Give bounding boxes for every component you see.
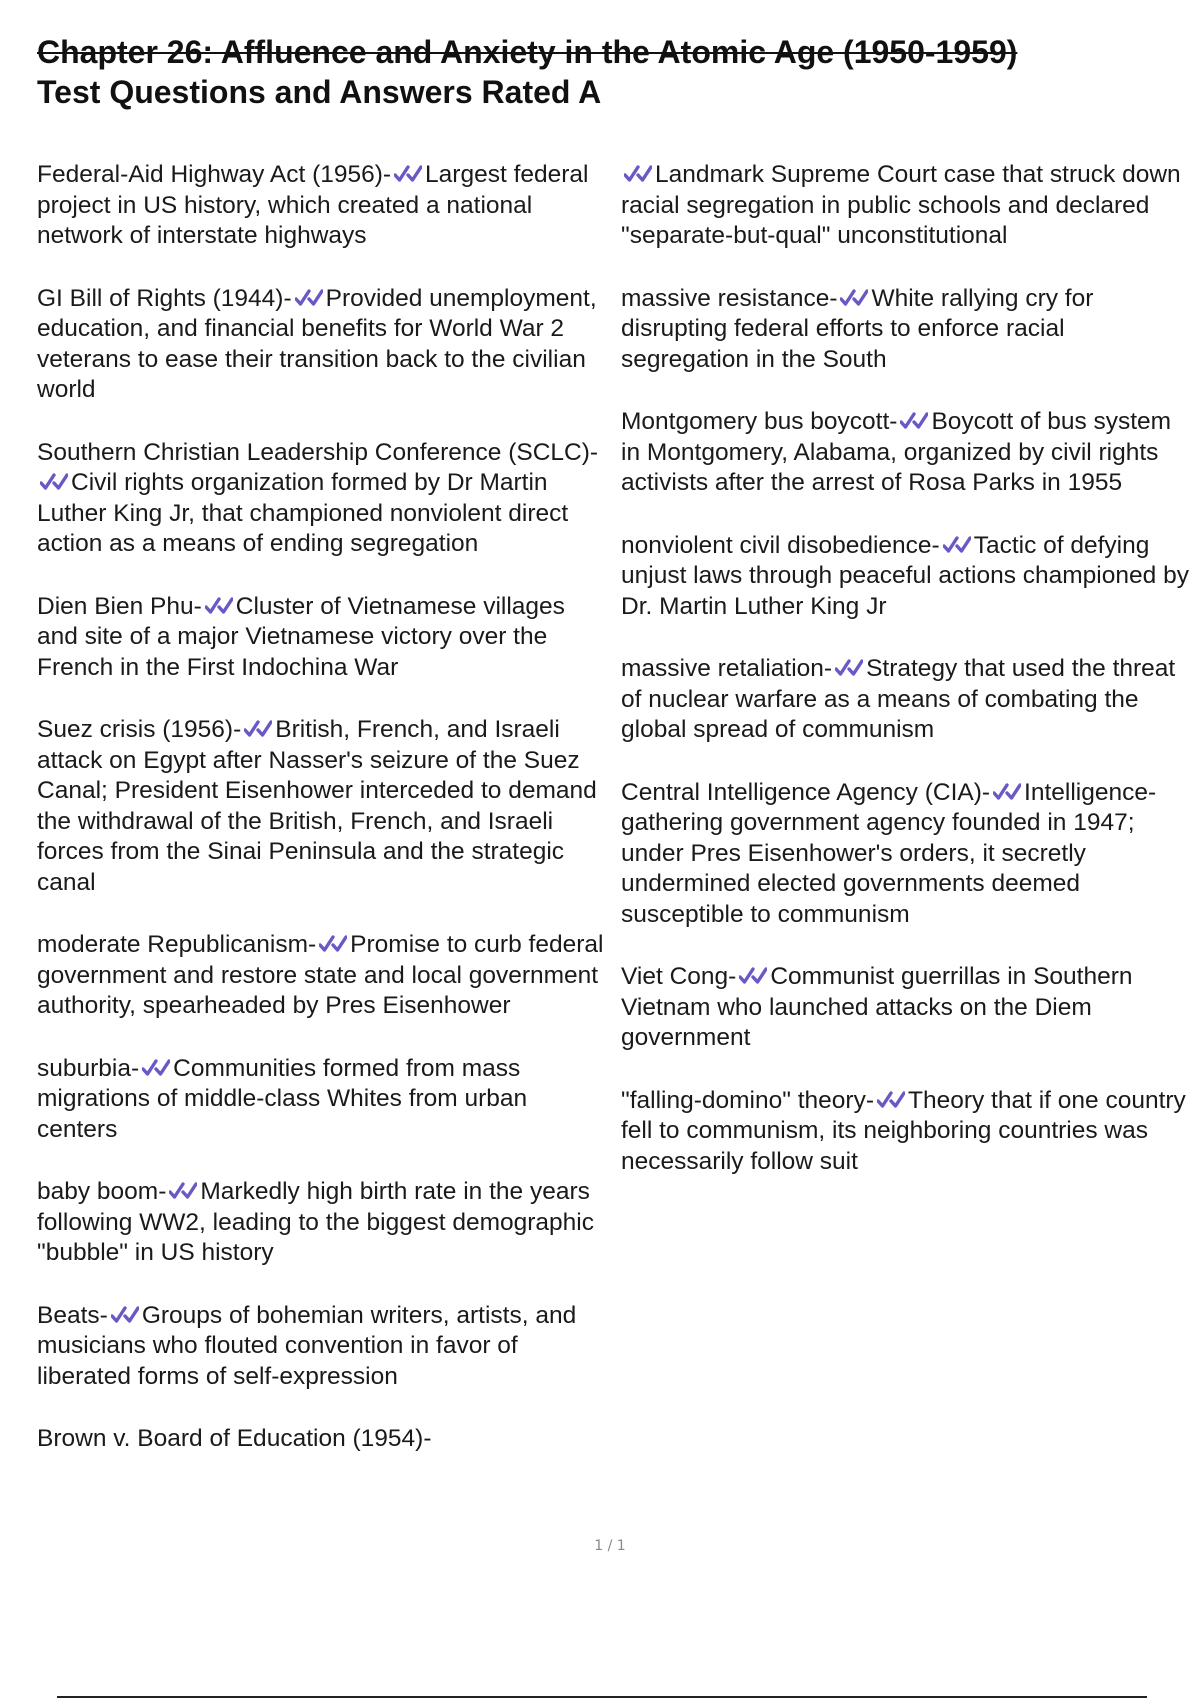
page-number: 1 / 1 [594,1538,626,1554]
qa-entry [621,778,1191,931]
entry-definition: Groups of bohemian writers, artists, and musicians who flouted convention in favor of liberated forms of self-expression [37,1301,577,1390]
entry-term: suburbia- [37,1054,140,1082]
entry-definition: White rallying cry for disrupting federal efforts to enforce racial segregation in the South [621,284,1094,373]
title-chapter: Chapter 26: Affluence and Anxiety in the Atomic Age (1950-1959) [37,34,1018,70]
double-check-icon [840,288,868,308]
qa-entry [621,407,1191,499]
double-check-icon [319,934,347,954]
entry-term: moderate Republicanism- [37,931,317,958]
entry-term: baby boom- [37,1178,167,1205]
qa-entry [37,715,605,898]
entry-term: Central Intelligence Agency (CIA)- [621,778,991,806]
double-check-icon [877,1090,905,1110]
entry-term: Dien Bien Phu- [37,592,202,620]
entry-definition: British, French, and Israeli attack on Egypt after Nasser's seizure of the Suez Canal; President Eisenhower interceded to demand the withdrawal of the British, French, and Israeli forces from the Sinai Peninsula and the strategic canal [37,716,597,896]
entry-definition: Provided unemployment, education, and financial benefits for World War 2 veterans to ease their transition back to the civilian world [37,284,597,403]
entry-term: "falling-domino" theory- [621,1086,874,1114]
qa-entry [37,1301,605,1393]
entry-term: Beats- [37,1301,108,1329]
double-check-icon [835,658,863,678]
entry-definition: Tactic of defying unjust laws through peaceful actions championed by Dr. Martin Luther King Jr [621,531,1189,620]
title-subtitle: Test Questions and Answers Rated A [37,74,602,110]
entry-definition: Markedly high birth rate in the years following WW2, leading to the biggest demographic "bubble" in US history [37,1178,595,1266]
entry-term: massive retaliation- [621,655,833,682]
right-column [621,160,1191,1209]
double-check-icon [394,164,422,184]
qa-entry [37,1177,605,1269]
entry-definition: Civil rights organization formed by Dr Martin Luther King Jr, that championed nonviolent direct action as a means of ending segregation [37,469,569,557]
double-check-icon [624,164,652,184]
entry-term: GI Bill of Rights (1944)- [37,284,292,312]
qa-entry [621,531,1191,623]
qa-entry [37,592,605,684]
entry-term: Federal-Aid Highway Act (1956)- [37,161,392,188]
qa-entry [37,438,605,560]
entry-definition: Strategy that used the threat of nuclear warfare as a means of combating the global spread of communism [621,655,1176,743]
left-column [37,160,605,1487]
qa-entry [621,160,1191,252]
qa-entry [37,1054,605,1146]
bottom-divider [57,1696,1147,1698]
entry-definition: Communities formed from mass migrations of middle-class Whites from urban centers [37,1054,528,1143]
double-check-icon [739,966,767,986]
qa-entry [621,1086,1191,1178]
double-check-icon [900,411,928,431]
double-check-icon [111,1305,139,1325]
double-check-icon [205,596,233,616]
entry-term: massive resistance- [621,284,838,312]
double-check-icon [943,535,971,555]
entry-definition: Promise to curb federal government and restore state and local government authority, spearheaded by Pres Eisenhower [37,931,604,1019]
double-check-icon [169,1181,197,1201]
document-title [37,32,1167,112]
entry-term: Brown v. Board of Education (1954)- [37,1425,432,1452]
entry-definition: Largest federal project in US history, which created a national network of interstate highways [37,161,589,249]
double-check-icon [295,288,323,308]
double-check-icon [142,1058,170,1078]
qa-entry [37,930,605,1022]
double-check-icon [40,472,68,492]
qa-entry [37,160,605,252]
entry-definition: Intelligence-gathering government agency founded in 1947; under Pres Eisenhower's orders, it secretly undermined elected governments deemed susceptible to communism [621,778,1157,928]
entry-term: Montgomery bus boycott- [621,408,898,435]
qa-entry [37,1424,605,1455]
qa-entry [621,284,1191,376]
qa-entry [621,654,1191,746]
entry-term: Suez crisis (1956)- [37,716,242,743]
qa-entry [621,962,1191,1054]
entry-definition: Landmark Supreme Court case that struck down racial segregation in public schools and declared "separate-but-qual" unconstitutional [621,161,1181,249]
entry-term: Southern Christian Leadership Conference (SCLC)- [37,438,599,466]
double-check-icon [993,782,1021,802]
entry-definition: Boycott of bus system in Montgomery, Alabama, organized by civil rights activists after the arrest of Rosa Parks in 1955 [621,408,1172,496]
entry-definition: Cluster of Vietnamese villages and site of a major Vietnamese victory over the French in the First Indochina War [37,592,565,681]
entry-term: nonviolent civil disobedience- [621,531,940,559]
entry-definition: Theory that if one country fell to communism, its neighboring countries was necessarily follow suit [621,1086,1186,1175]
entry-definition: Communist guerrillas in Southern Vietnam who launched attacks on the Diem government [621,963,1133,1051]
qa-entry [37,284,605,406]
double-check-icon [244,719,272,739]
entry-term: Viet Cong- [621,963,737,990]
